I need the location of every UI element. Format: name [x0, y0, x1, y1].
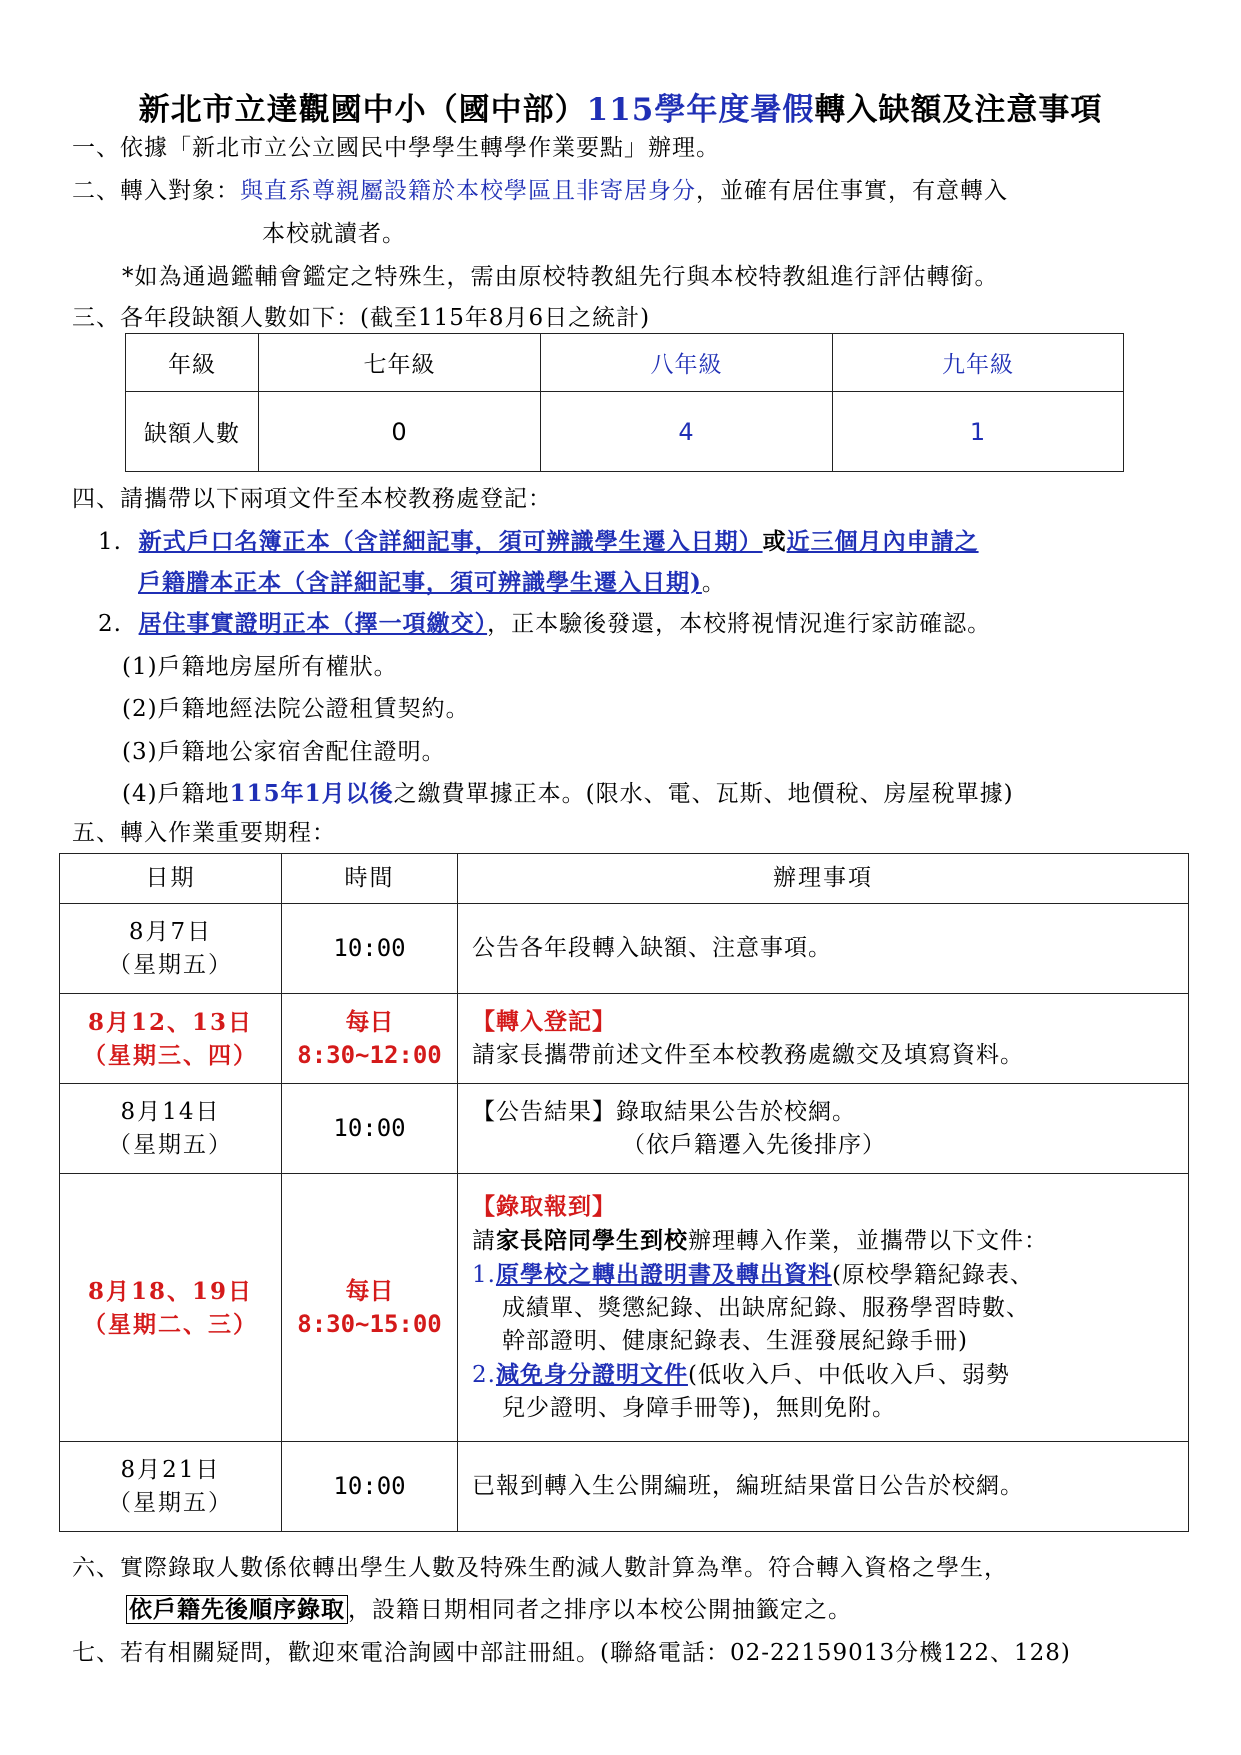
household-register-text: 新式戶口名簿正本（含詳細記事，須可辨識學生遷入日期） [138, 528, 763, 555]
count-grade-8: 4 [541, 392, 833, 472]
title-year: 115學年度暑假 [586, 92, 815, 128]
row-time: 10:00 [282, 1442, 458, 1532]
schedule-row [60, 1174, 1189, 1442]
header-item: 辦理事項 [458, 854, 1189, 904]
page-title [0, 84, 1241, 129]
section-1: 一、依據「新北市立公立國民中學學生轉學作業要點」辦理。 [72, 135, 720, 161]
count-grade-9: 1 [833, 392, 1124, 472]
vacancy-count-row [126, 392, 1124, 472]
registration-tag: 【轉入登記】 [472, 1008, 616, 1035]
residence-option-4: (4)戶籍地115年1月以後之繳費單據正本。(限水、電、瓦斯、地價稅、房屋稅單據) [122, 780, 1014, 807]
title-school: 新北市立達觀國中小（國中部） [138, 92, 587, 128]
exemption-document-text: 減免身分證明文件 [495, 1361, 688, 1388]
header-date: 日期 [60, 854, 282, 904]
schedule-row [60, 994, 1189, 1084]
schedule-header-row [60, 854, 1189, 904]
section-6: 六、實際錄取人數係依轉出學生人數及特殊生酌減人數計算為準。符合轉入資格之學生， [72, 1555, 1008, 1581]
title-subject: 轉入缺額及注意事項 [814, 92, 1103, 128]
vacancy-header-label: 年級 [126, 334, 259, 392]
grade-7: 七年級 [259, 334, 541, 392]
row-time: 每日 8:30~12:00 [282, 994, 458, 1084]
admission-order-box: 依戶籍先後順序錄取 [126, 1595, 348, 1624]
doc-item-1-line2: 戶籍謄本正本（含詳細記事，須可辨識學生遷入日期)。 [138, 569, 726, 596]
household-transcript-text: 戶籍謄本正本（含詳細記事，須可辨識學生遷入日期) [138, 569, 702, 596]
doc-item-2: 2. 居住事實證明正本（擇一項繳交），正本驗後發還，本校將視情況進行家訪確認。 [98, 610, 992, 637]
count-grade-7: 0 [259, 392, 541, 472]
residence-option-1: (1)戶籍地房屋所有權狀。 [122, 654, 398, 680]
vacancy-header-row [126, 334, 1124, 392]
row-item: 已報到轉入生公開編班，編班結果當日公告於校網。 [458, 1442, 1189, 1532]
doc-item-1: 1. 新式戶口名簿正本（含詳細記事，須可辨識學生遷入日期）或近三個月內申請之 [98, 528, 979, 555]
section-3: 三、各年段缺額人數如下：(截至115年8月6日之統計) [72, 305, 651, 331]
row-item: 【轉入登記】 請家長攜帶前述文件至本校教務處繳交及填寫資料。 [458, 994, 1189, 1084]
row-item: 公告各年段轉入缺額、注意事項。 [458, 904, 1189, 994]
residence-proof-text: 居住事實證明正本（擇一項繳交） [138, 610, 488, 637]
section-5: 五、轉入作業重要期程： [72, 820, 336, 846]
special-student-note: *如為通過鑑輔會鑑定之特殊生，需由原校特教組先行與本校特教組進行評估轉銜。 [122, 264, 999, 290]
schedule-table [59, 853, 1189, 1532]
residence-option-2: (2)戶籍地經法院公證租賃契約。 [122, 696, 470, 722]
row-date: 8月7日 （星期五） [60, 904, 282, 994]
enrollment-tag: 【錄取報到】 [472, 1193, 616, 1220]
row-item: 【公告結果】錄取結果公告於校網。 （依戶籍遷入先後排序） [458, 1084, 1189, 1174]
vacancy-table [125, 333, 1124, 472]
row-date: 8月18、19日 （星期二、三） [60, 1174, 282, 1442]
row-time: 10:00 [282, 904, 458, 994]
vacancy-row-label: 缺額人數 [126, 392, 259, 472]
target-eligibility: 與直系尊親屬設籍於本校學區且非寄居身分 [240, 178, 696, 204]
section-7: 七、若有相關疑問，歡迎來電洽詢國中部註冊組。(聯絡電話：02-22159013分機122、128) [72, 1640, 1071, 1666]
schedule-row [60, 904, 1189, 994]
row-time: 每日 8:30~15:00 [282, 1174, 458, 1442]
residence-option-3: (3)戶籍地公家宿舍配住證明。 [122, 739, 446, 765]
section-4: 四、請攜帶以下兩項文件至本校教務處登記： [72, 486, 552, 512]
schedule-row [60, 1442, 1189, 1532]
section-2: 二、轉入對象：與直系尊親屬設籍於本校學區且非寄居身分，並確有居住事實，有意轉入 [72, 178, 1008, 204]
row-time: 10:00 [282, 1084, 458, 1174]
section-2-line2: 本校就讀者。 [262, 221, 406, 247]
grade-8: 八年級 [541, 334, 833, 392]
transfer-certificate-text: 原學校之轉出證明書及轉出資料 [495, 1261, 832, 1288]
row-item: 【錄取報到】 請家長陪同學生到校辦理轉入作業，並攜帶以下文件： 1.原學校之轉出證明書及轉出資料(原校學籍紀錄表、 成績單、獎懲紀錄、出缺席紀錄、服務學習時數、 幹部證明、健康紀錄表、生涯發展紀錄手冊) 2.減免身分證明文件(低收入戶、中低收入戶、弱勢 兒少證明、身障手冊等)，無則免附。 [458, 1174, 1189, 1442]
row-date: 8月21日 （星期五） [60, 1442, 282, 1532]
header-time: 時間 [282, 854, 458, 904]
grade-9: 九年級 [833, 334, 1124, 392]
section-6-line2: 依戶籍先後順序錄取 ，設籍日期相同者之排序以本校公開抽籤定之。 [126, 1595, 852, 1625]
row-date: 8月12、13日 （星期三、四） [60, 994, 282, 1084]
schedule-row [60, 1084, 1189, 1174]
row-date: 8月14日 （星期五） [60, 1084, 282, 1174]
